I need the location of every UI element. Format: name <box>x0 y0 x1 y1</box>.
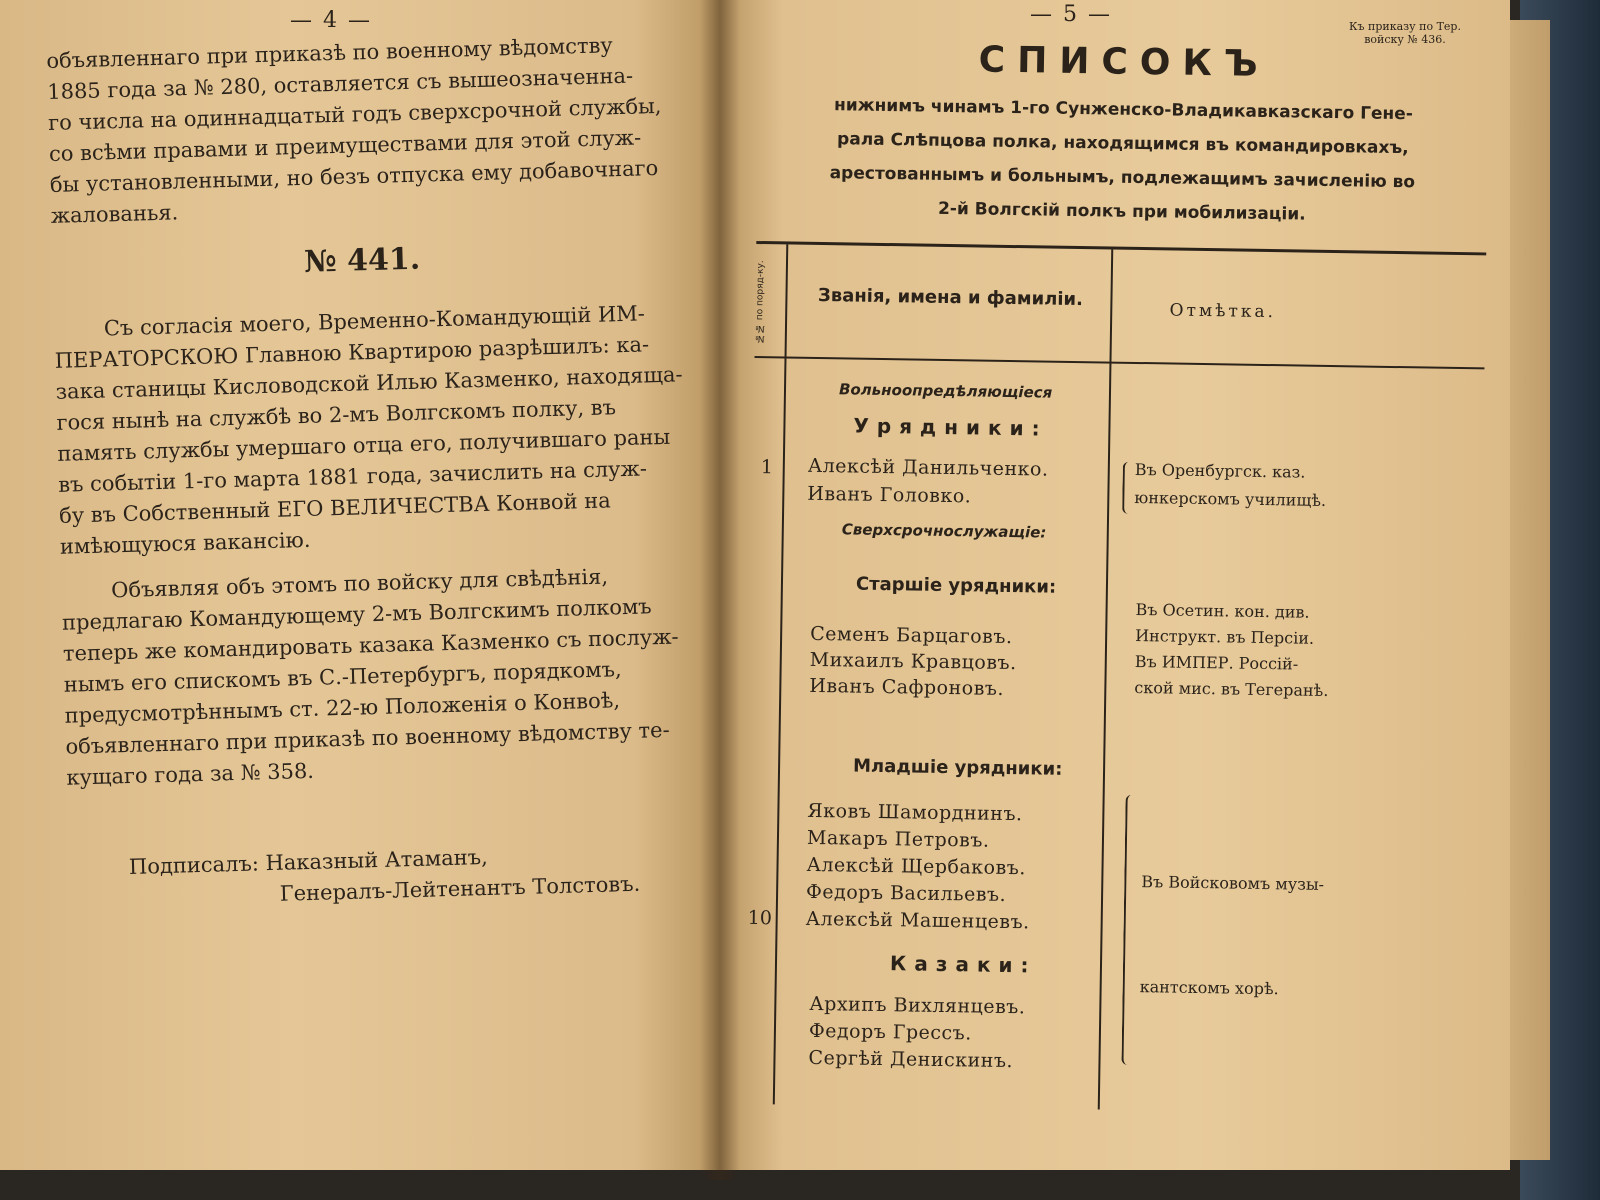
list-item: Макаръ Петровъ. <box>806 826 990 852</box>
text-line: го числа на одиннадцатый годъ сверхсрочной службы, <box>47 93 662 135</box>
text-line: ПЕРАТОРСКОЮ Главною Квартирою разрѣшилъ: ка- <box>54 332 650 373</box>
list-content <box>743 8 1490 1115</box>
category-junior-sergeants: Младшіе урядники: <box>852 755 1063 780</box>
row-number-1: 1 <box>760 456 774 479</box>
subtitle-line: рала Слѣпцова полка, находящимся въ командировкахъ, <box>836 129 1409 159</box>
list-item: Архипъ Вихлянцевъ. <box>809 992 1026 1019</box>
text-line: зака станицы Кисловодской Илью Казменко, находяща- <box>55 362 683 404</box>
list-item: Михаилъ Кравцовъ. <box>809 648 1017 675</box>
row-number-10: 10 <box>747 906 773 930</box>
right-page-number: — 5 — <box>1030 2 1112 27</box>
text-line: со всѣми правами и преимуществами для этой служ- <box>48 125 642 166</box>
list-item: Яковъ Шаморднинъ. <box>807 799 1023 826</box>
list-item: Алексѣй Машенцевъ. <box>805 907 1030 934</box>
subtitle-line: арестованнымъ и больнымъ, подлежащимъ зачисленію во <box>829 163 1416 193</box>
category-volunteers: Вольноопредѣляющіеся <box>838 380 1053 402</box>
text-line: Съ согласія моего, Временно-Командующій ИМ- <box>103 301 646 341</box>
mark-line: Инструкт. въ Персіи. <box>1135 625 1315 648</box>
list-subtitle <box>757 87 1489 234</box>
order-number-heading: № 441. <box>303 241 421 280</box>
list-item: Иванъ Сафроновъ. <box>809 674 1005 700</box>
list-item: Алексѣй Щербаковъ. <box>806 853 1027 880</box>
list-title: СПИСОКЪ <box>978 39 1270 86</box>
text-line: теперь же командировать казака Казменко съ послуж- <box>62 624 679 666</box>
text-line: бу въ Собственный ЕГО ВЕЛИЧЕСТВА Конвой на <box>58 488 612 528</box>
book-gutter <box>700 0 740 1180</box>
column-header-number: №№ по поряд-ку. <box>754 260 767 344</box>
list-item: Иванъ Головко. <box>807 482 972 508</box>
mark-line: Въ Войсковомъ музы- <box>1141 872 1325 894</box>
mark-line: юнкерскомъ училищѣ. <box>1134 487 1327 510</box>
category-senior-sergeants: Старшіе урядники: <box>855 573 1057 598</box>
left-page-number: — 4 — <box>290 8 372 33</box>
mark-line: Въ ИМПЕР. Россій- <box>1134 651 1299 674</box>
text-line: въ событіи 1-го марта 1881 года, зачислить на служ- <box>57 456 648 497</box>
text-line: 1885 года за № 280, оставляется съ вышеозначенна- <box>46 63 634 104</box>
signature-line-2: Генералъ-Лейтенантъ Толстовъ. <box>279 871 641 906</box>
header-divider <box>755 356 1485 369</box>
mark-line: кантскомъ хорѣ. <box>1139 977 1279 999</box>
order-paragraph-1 <box>54 298 681 563</box>
brace <box>1122 462 1131 514</box>
text-line: объявленнаго при приказѣ по военному вѣдомству те- <box>65 717 670 759</box>
text-line: жалованья. <box>50 200 179 228</box>
category-extended-service: Сверхсрочнослужащіе: <box>841 520 1047 542</box>
left-page <box>0 0 720 1170</box>
text-line: бы установленными, но безъ отпуска ему добавочнаго <box>49 155 659 197</box>
text-line: гося нынѣ на службѣ во 2-мъ Волгскомъ полку, въ <box>56 395 617 435</box>
text-line: нымъ его спискомъ въ С.-Петербургъ, порядкомъ, <box>63 657 622 697</box>
roster-table <box>743 241 1486 1115</box>
text-line: имѣющуюся вакансію. <box>59 527 311 559</box>
column-divider <box>1098 250 1114 1110</box>
text-line: предлагаю Командующему 2-мъ Волгскимъ полкомъ <box>61 594 652 635</box>
list-item: Сергѣй Денискинъ. <box>808 1046 1014 1073</box>
column-header-mark: Отмѣтка. <box>1169 300 1277 323</box>
category-sergeants: Урядники: <box>853 413 1048 441</box>
signature-block <box>69 836 690 915</box>
reference-note: Къ приказу по Тер. войску № 436. <box>1349 20 1461 46</box>
column-header-names: Званія, имена и фамиліи. <box>817 284 1084 311</box>
list-item: Федоръ Грессъ. <box>808 1019 972 1045</box>
text-line: объявленнаго при приказѣ по военному вѣдомству <box>46 33 614 73</box>
list-item: Федоръ Васильевъ. <box>805 880 1007 906</box>
brace <box>1121 795 1135 1065</box>
category-cossacks: Казаки: <box>889 951 1037 978</box>
continuation-paragraph <box>46 29 671 232</box>
mark-line: Въ Осетин. кон. див. <box>1135 599 1310 622</box>
mark-line: ской мис. въ Тегеранѣ. <box>1134 677 1329 701</box>
column-divider <box>773 244 789 1104</box>
mark-line: Въ Оренбургск. каз. <box>1134 459 1306 482</box>
text-line: предусмотрѣннымъ ст. 22-ю Положенія о Конвоѣ, <box>64 688 621 728</box>
text-line: кущаго года за № 358. <box>66 758 315 790</box>
subtitle-line: нижнимъ чинамъ 1-го Сунженско-Владикавказскаго Гене- <box>833 95 1413 125</box>
subtitle-line: 2-й Волгскій полкъ при мобилизаціи. <box>937 198 1306 225</box>
left-page-text <box>46 29 690 916</box>
signature-line-1: Подписалъ: Наказный Атаманъ, <box>128 844 489 879</box>
text-line: память службы умершаго отца его, получившаго раны <box>57 424 671 466</box>
list-item: Алексѣй Данильченко. <box>807 454 1049 481</box>
order-paragraph-2 <box>61 559 687 793</box>
text-line: Объявляя объ этомъ по войску для свѣдѣнія, <box>110 564 609 603</box>
right-page <box>720 0 1510 1170</box>
list-item: Семенъ Барцаговъ. <box>810 622 1013 649</box>
